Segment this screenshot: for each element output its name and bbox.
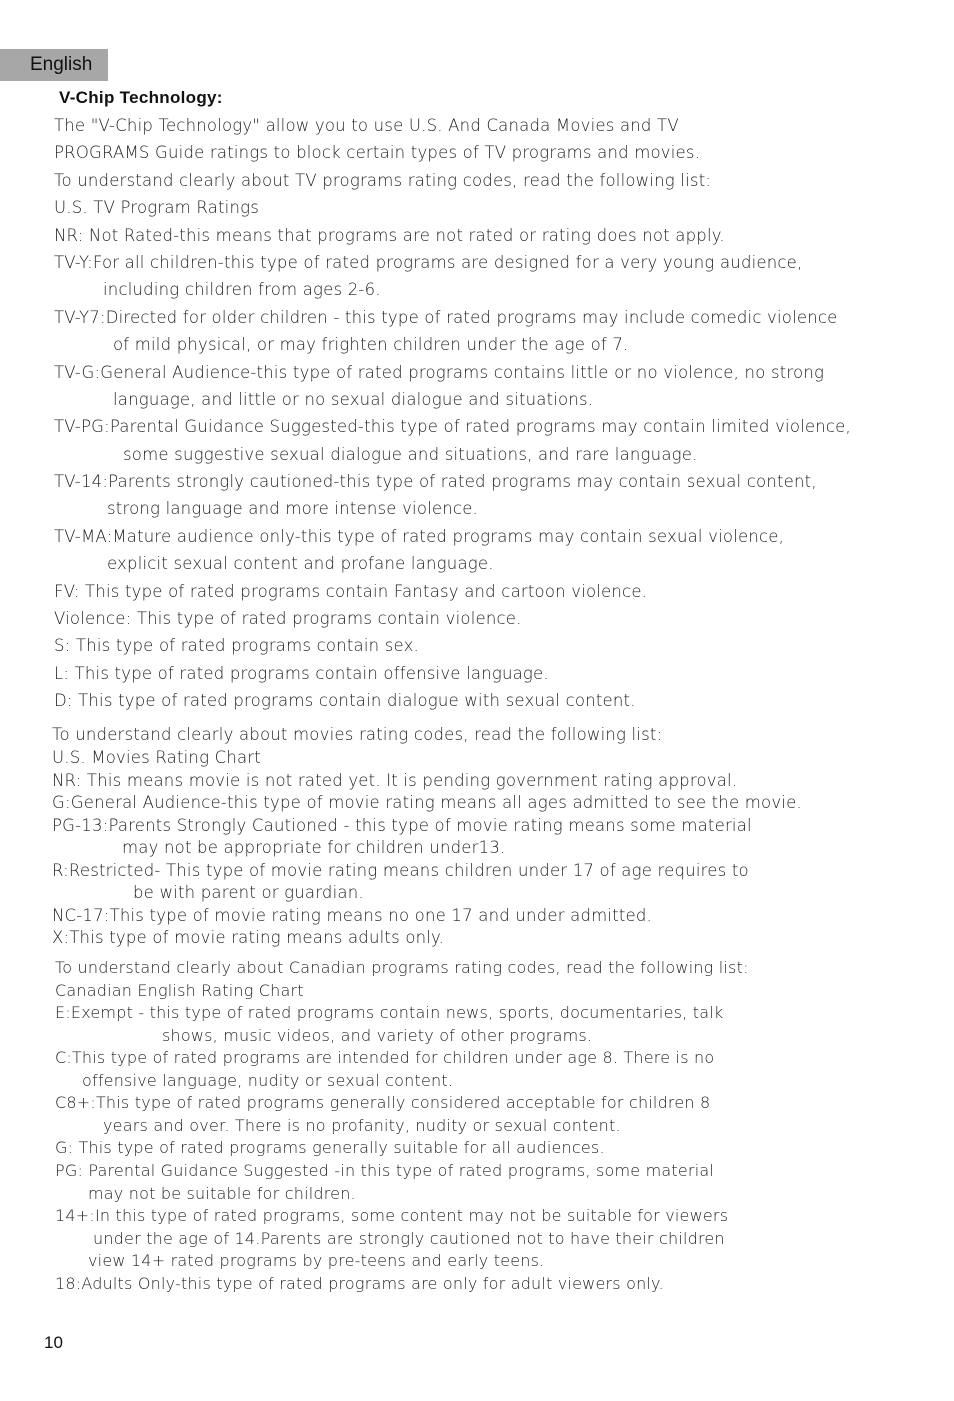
tv-line: Violence: This type of rated programs contain violence.	[54, 609, 522, 628]
tv-line: explicit sexual content and profane language.	[107, 554, 494, 573]
tv-line: of mild physical, or may frighten children under the age of 7.	[113, 335, 629, 354]
tv-line: some suggestive sexual dialogue and situations, and rare language.	[123, 445, 698, 464]
page-number: 10	[44, 1333, 63, 1352]
tv-line: TV-Y7:Directed for older children - this type of rated programs may include comedic violence	[54, 308, 838, 327]
canada-line: years and over. There is no profanity, nudity or sexual content.	[103, 1116, 621, 1135]
canada-line: may not be suitable for children.	[88, 1184, 356, 1203]
tv-line: TV-MA:Mature audience only-this type of rated programs may contain sexual violence,	[54, 527, 785, 546]
canada-line: E:Exempt - this type of rated programs contain news, sports, documentaries, talk	[55, 1003, 724, 1022]
canada-line: PG: Parental Guidance Suggested -in this type of rated programs, some material	[55, 1161, 715, 1180]
movie-line: G:General Audience-this type of movie rating means all ages admitted to see the movie.	[52, 793, 802, 812]
canada-line: 18:Adults Only-this type of rated programs are only for adult viewers only.	[55, 1274, 664, 1293]
language-tab: English	[0, 49, 108, 81]
canada-line: shows, music videos, and variety of other programs.	[162, 1026, 593, 1045]
tv-line: TV-Y:For all children-this type of rated programs are designed for a very young audience,	[54, 253, 803, 272]
canada-line: view 14+ rated programs by pre-teens and early teens.	[88, 1251, 545, 1270]
tv-line: TV-14:Parents strongly cautioned-this type of rated programs may contain sexual content,	[54, 472, 817, 491]
canada-line: offensive language, nudity or sexual content.	[82, 1071, 454, 1090]
movie-line: To understand clearly about movies rating codes, read the following list:	[52, 725, 663, 744]
tv-line: NR: Not Rated-this means that programs are not rated or rating does not apply.	[54, 226, 725, 245]
tv-line: TV-PG:Parental Guidance Suggested-this type of rated programs may contain limited violence,	[54, 417, 851, 436]
movie-line: NR: This means movie is not rated yet. It is pending government rating approval.	[52, 771, 738, 790]
tv-line: S: This type of rated programs contain sex.	[54, 636, 419, 655]
movie-line: U.S. Movies Rating Chart	[52, 748, 261, 767]
canada-line: 14+:In this type of rated programs, some content may not be suitable for viewers	[55, 1206, 729, 1225]
canada-line: G: This type of rated programs generally suitable for all audiences.	[55, 1138, 605, 1157]
tv-line: The "V-Chip Technology" allow you to use U.S. And Canada Movies and TV	[54, 116, 679, 135]
movie-line: may not be appropriate for children under13.	[122, 838, 506, 857]
tv-line: FV: This type of rated programs contain Fantasy and cartoon violence.	[54, 582, 648, 601]
canada-line: To understand clearly about Canadian programs rating codes, read the following list:	[55, 958, 749, 977]
tv-line: L: This type of rated programs contain offensive language.	[54, 664, 549, 683]
tv-line: language, and little or no sexual dialogue and situations.	[113, 390, 594, 409]
section-heading: V-Chip Technology:	[59, 88, 223, 107]
canada-line: Canadian English Rating Chart	[55, 981, 304, 1000]
tv-line: U.S. TV Program Ratings	[54, 198, 260, 217]
movie-line: NC-17:This type of movie rating means no one 17 and under admitted.	[52, 906, 652, 925]
canada-line: under the age of 14.Parents are strongly cautioned not to have their children	[93, 1229, 725, 1248]
tv-line: strong language and more intense violence.	[107, 499, 478, 518]
tv-line: D: This type of rated programs contain dialogue with sexual content.	[54, 691, 636, 710]
movie-line: X:This type of movie rating means adults only.	[52, 928, 445, 947]
canada-line: C8+:This type of rated programs generally considered acceptable for children 8	[55, 1093, 711, 1112]
movie-line: R:Restricted- This type of movie rating means children under 17 of age requires to	[52, 861, 749, 880]
canada-line: C:This type of rated programs are intended for children under age 8. There is no	[55, 1048, 715, 1067]
tv-line: PROGRAMS Guide ratings to block certain types of TV programs and movies.	[54, 143, 701, 162]
tv-line: including children from ages 2-6.	[103, 280, 381, 299]
tv-line: TV-G:General Audience-this type of rated programs contains little or no violence, no strong	[54, 363, 825, 382]
tv-line: To understand clearly about TV programs rating codes, read the following list:	[54, 171, 712, 190]
movie-line: PG-13:Parents Strongly Cautioned - this type of movie rating means some material	[52, 816, 752, 835]
movie-line: be with parent or guardian.	[133, 883, 364, 902]
